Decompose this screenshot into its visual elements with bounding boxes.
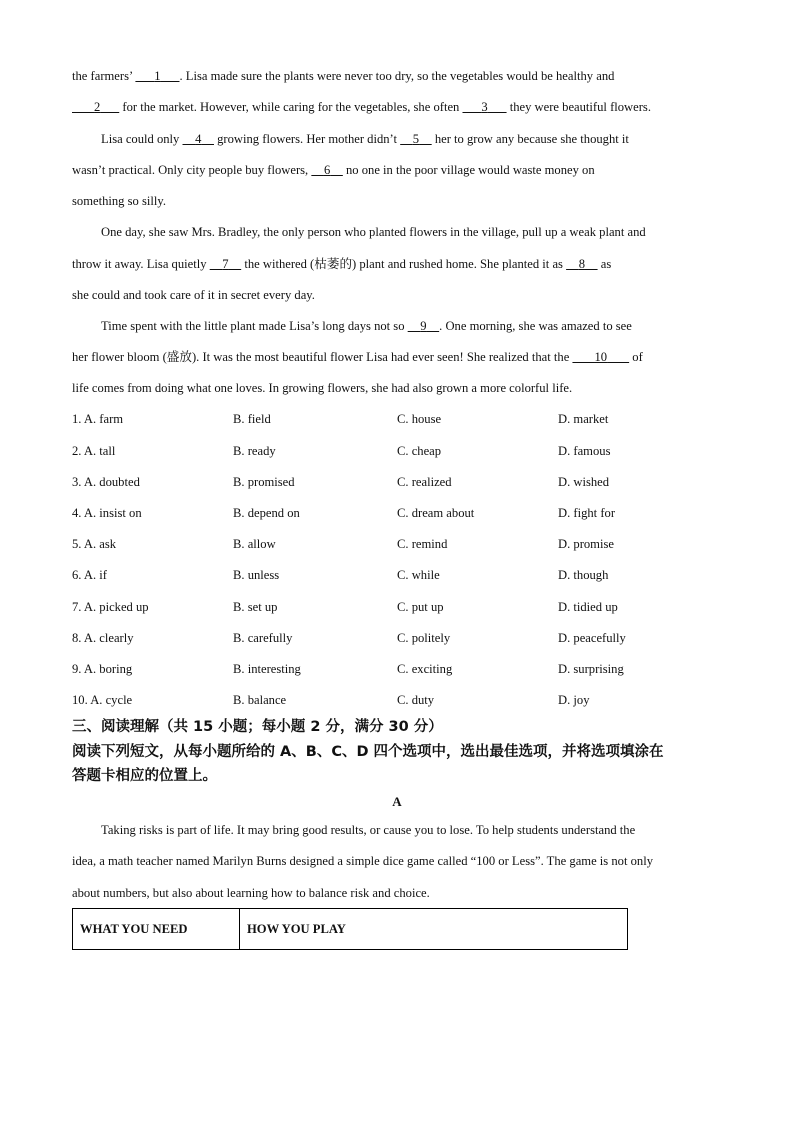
option-b: B. allow — [233, 537, 276, 551]
option-c: C. cheap — [397, 444, 442, 458]
passage-label: A — [392, 794, 402, 809]
option-b: B. unless — [233, 568, 280, 582]
blank-5: 5 — [412, 132, 420, 146]
text: throw it away. Lisa quietly — [72, 257, 210, 271]
text: something so silly. — [72, 194, 166, 208]
option-d: D. surprising — [558, 662, 624, 676]
text: . One morning, she was amazed to see — [439, 319, 632, 333]
text: no one in the poor village would waste money on — [342, 163, 595, 177]
option-b: B. promised — [233, 475, 295, 489]
passage-line — [101, 224, 646, 240]
option-a: 10. A. cycle — [72, 693, 133, 707]
text: One day, she saw Mrs. Bradley, the only person who planted flowers in the village, pull up a weak plant and — [101, 225, 646, 239]
option-c: C. politely — [397, 631, 451, 645]
text: Time spent with the little plant made Lisa’s long days not so — [101, 319, 408, 333]
option-a: 4. A. insist on — [72, 506, 142, 520]
option-d: D. joy — [558, 693, 590, 707]
passage-line — [101, 318, 632, 334]
blank-10: 10 — [594, 350, 608, 364]
passage-line — [72, 287, 315, 303]
text: the farmers’ — [72, 69, 136, 83]
option-d: D. peacefully — [558, 631, 626, 645]
passage-line: Taking risks is part of life. It may bring good results, or cause you to lose. To help students understand the — [101, 823, 636, 837]
option-d: D. wished — [558, 475, 610, 489]
passage-line — [101, 131, 629, 147]
option-b: B. balance — [233, 693, 287, 707]
option-a: 8. A. clearly — [72, 631, 134, 645]
text: wasn’t practical. Only city people buy flowers, — [72, 163, 312, 177]
text: Lisa could only — [101, 132, 183, 146]
option-a: 2. A. tall — [72, 444, 116, 458]
table-header-play: HOW YOU PLAY — [240, 909, 628, 950]
blank-8: 8 — [578, 257, 585, 271]
option-d: D. promise — [558, 537, 614, 551]
option-c: C. while — [397, 568, 440, 582]
section-instruction: 答题卡相应的位置上。 — [72, 768, 217, 784]
option-c: C. exciting — [397, 662, 453, 676]
option-a: 9. A. boring — [72, 662, 133, 676]
passage-line: idea, a math teacher named Marilyn Burns designed a simple dice game called “100 or Less”. The game is not only — [72, 854, 653, 868]
option-d: D. tidied up — [558, 600, 618, 614]
passage-line — [72, 380, 572, 396]
passage-line — [72, 256, 611, 272]
option-a: 5. A. ask — [72, 537, 117, 551]
option-c: C. realized — [397, 475, 452, 489]
passage-line — [72, 68, 614, 84]
blank-4: 4 — [195, 132, 202, 146]
option-b: B. ready — [233, 444, 276, 458]
text: for the market. However, while caring for the vegetables, she often — [119, 100, 463, 114]
option-c: C. dream about — [397, 506, 475, 520]
table-header-need: WHAT YOU NEED — [73, 909, 240, 950]
option-b: B. interesting — [233, 662, 301, 676]
blank-6: 6 — [323, 163, 331, 177]
option-c: C. remind — [397, 537, 448, 551]
option-c: C. duty — [397, 693, 435, 707]
option-d: D. though — [558, 568, 609, 582]
option-d: D. fight for — [558, 506, 616, 520]
option-a: 6. A. if — [72, 568, 107, 582]
option-d: D. famous — [558, 444, 611, 458]
passage-line — [72, 349, 643, 365]
option-a: 1. A. farm — [72, 412, 124, 426]
text: growing flowers. Her mother didn’t — [213, 132, 401, 146]
option-d: D. market — [558, 412, 609, 426]
text: of — [629, 350, 643, 364]
passage-line: about numbers, but also about learning how to balance risk and choice. — [72, 886, 430, 900]
blank-7: 7 — [222, 257, 229, 271]
option-c: C. put up — [397, 600, 444, 614]
passage-line — [72, 193, 166, 209]
text: . Lisa made sure the plants were never too dry, so the vegetables would be healthy and — [179, 69, 615, 83]
option-b: B. depend on — [233, 506, 300, 520]
option-a: 3. A. doubted — [72, 475, 140, 489]
text: she could and took care of it in secret every day. — [72, 288, 315, 302]
section-instruction: 阅读下列短文，从每小题所给的 A、B、C、D 四个选项中，选出最佳选项，并将选项填涂在 — [72, 744, 664, 760]
passage-line — [72, 99, 651, 115]
blank-2: 2 — [94, 100, 101, 114]
option-a: 7. A. picked up — [72, 600, 149, 614]
option-b: B. set up — [233, 600, 278, 614]
section-heading: 三、阅读理解（共 15 小题；每小题 2 分，满分 30 分） — [72, 719, 443, 735]
text: life comes from doing what one loves. In growing flowers, she had also grown a more colorful life. — [72, 381, 573, 395]
option-c: C. house — [397, 412, 442, 426]
option-b: B. field — [233, 412, 271, 426]
game-table — [72, 908, 628, 950]
text: as — [597, 257, 612, 271]
blank-3: 3 — [481, 100, 488, 114]
text: her flower bloom (盛放). It was the most beautiful flower Lisa had ever seen! She realized that the — [72, 350, 573, 364]
passage-line — [72, 162, 595, 178]
text: they were beautiful flowers. — [506, 100, 651, 114]
text: her to grow any because she thought it — [431, 132, 629, 146]
option-b: B. carefully — [233, 631, 293, 645]
blank-1: 1 — [154, 69, 161, 83]
blank-9: 9 — [420, 319, 427, 333]
text: the withered (枯萎的) plant and rushed home. She planted it as — [241, 257, 567, 271]
